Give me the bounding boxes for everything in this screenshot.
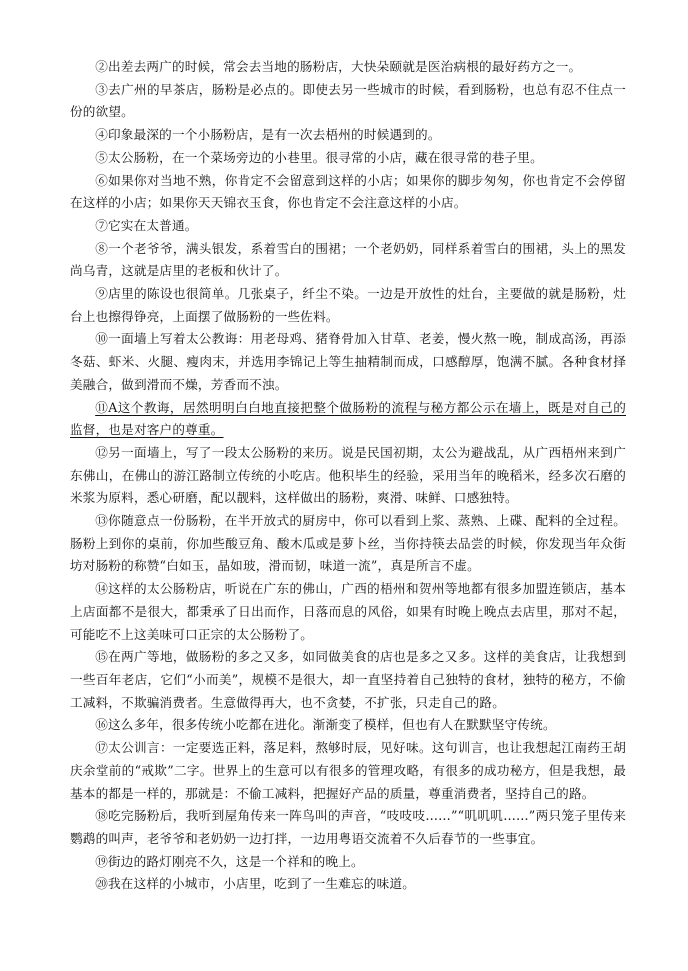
- paragraph-11-underlined: ⑪A这个教诲，居然明明白白地直接把整个做肠粉的流程与秘方都公示在墙上，既是对自己的监督，也是对客户的尊重。: [70, 399, 626, 438]
- paragraph-19: ⑲街边的路灯刚亮不久，这是一个祥和的晚上。: [95, 853, 364, 869]
- paragraph-4: ④印象最深的一个小肠粉店，是有一次去梧州的时候遇到的。: [95, 127, 441, 143]
- paragraph-2: ②出差去两广的时候，常会去当地的肠粉店，大快朵颐就是医治病根的最好药方之一。: [95, 59, 582, 74]
- paragraph-17: ⑰太公训言：一定要选正料，落足料，熬够时辰，见好味。这句训言，也让我想起江南药王胡庆余堂前的“戒欺”二字。世界上的生意可以有很多的管理攻略，有很多的成功秘方，但是我想，最基本的都是一样的，那就是：不偷工减料，把握好产品的质量，尊重消费者，坚持自己的路。: [70, 740, 626, 801]
- paragraph-16: ⑯这么多年，很多传统小吃都在进化。渐渐变了模样，但也有人在默默坚守传统。: [95, 717, 556, 733]
- paragraph-12: ⑫另一面墙上，写了一段太公肠粉的来历。说是民国初期，太公为避战乱，从广西梧州来到广东佛山，在佛山的游江路制立传统的小吃店。他积毕生的经验，采用当年的晚稻米，经多次石磨的米浆为原料，悉心研磨，配以靓料，这样做出的肠粉，爽滑、味鲜、口感独特。: [70, 444, 626, 506]
- paragraph-5: ⑤太公肠粉，在一个菜场旁边的小巷里。很寻常的小店，藏在很寻常的巷子里。: [95, 149, 543, 165]
- paragraph-20: ⑳我在这样的小城市，小店里，吃到了一生难忘的味道。: [95, 876, 416, 892]
- paragraph-7: ⑦它实在太普通。: [95, 217, 198, 233]
- paragraph-6: ⑥如果你对当地不熟，你肯定不会留意到这样的小店；如果你的脚步匆匆，你也肯定不会停留在这样的小店；如果你天天锦衣玉食，你也肯定不会注意这样的小店。: [70, 172, 626, 211]
- paragraph-9: ⑨店里的陈设也很简单。几张桌子，纤尘不染。一边是开放性的灶台，主要做的就是肠粉，灶台上也擦得铮亮，上面摆了做肠粉的一些佐料。: [70, 286, 626, 324]
- paragraph-14: ⑭这样的太公肠粉店，听说在广东的佛山，广西的梧州和贺州等地都有很多加盟连锁店，基本上店面都不是很大，都秉承了日出而作，日落而息的风俗，如果有时晚上晚点去店里，那对不起，可能吃不上这美味可口正宗的太公肠粉了。: [70, 581, 626, 642]
- paragraph-8: ⑧一个老爷爷，满头银发，系着雪白的围裙；一个老奶奶，同样系着雪白的围裙，头上的黑发尚乌青，这就是店里的老板和伙计了。: [70, 240, 626, 279]
- paragraph-3: ③去广州的早茶店，肠粉是必点的。即使去另一些城市的时候，看到肠粉，也总有忍不住点一份的欲望。: [70, 81, 626, 120]
- paragraph-18: ⑱吃完肠粉后，我听到屋角传来一阵鸟叫的声音，“吱吱吱……”“叽叽叽……”两只笼子里传来鹦鹉的叫声，老爷爷和老奶奶一边打拌，一边用粤语交流着不久后春节的一些事宜。: [70, 808, 626, 846]
- paragraph-10: ⑩一面墙上写着太公教诲：用老母鸡、猪脊骨加入甘草、老姜，慢火熬一晚，制成高汤，再添冬菇、虾米、火腿、瘦肉末，并选用李锦记上等生抽精制而成，口感醇厚，饱满不腻。各种食材择美融合，做到滑而不燥，芳香而不浊。: [70, 331, 626, 392]
- paragraph-13: ⑬你随意点一份肠粉，在半开放式的厨房中，你可以看到上浆、蒸熟、上碟、配料的全过程。肠粉上到你的桌前，你加些酸豆角、酸木瓜或是萝卜丝，当你持筷去品尝的时候，你发现当年众街坊对肠粉的称赞“白如玉，晶如玻，滑而韧，味道一流”，真是所言不虚。: [70, 513, 626, 574]
- paragraph-15: ⑮在两广等地，做肠粉的多之又多，如同做美食的店也是多之又多。这样的美食店，让我想到一些百年老店，它们“小而美”，规模不是很大，却一直坚持着自己独特的食材，独特的秘方，不偷工减料，不欺骗消费者。生意做得再大，也不贪婪，不扩张，只走自己的路。: [70, 649, 626, 710]
